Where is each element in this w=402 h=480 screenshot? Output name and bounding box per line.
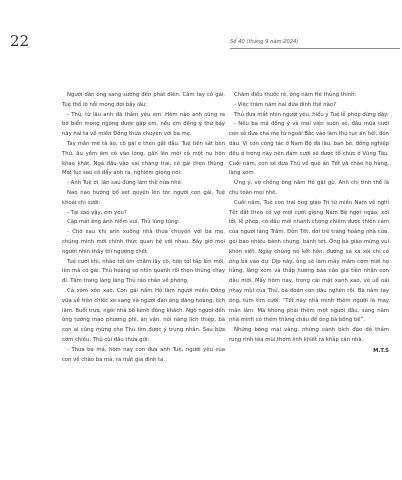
- paragraph: Cặp mắt ông ánh niềm vui, Thủ lúng túng:: [67, 219, 180, 226]
- paragraph: - Việc trăm năm hai đứa đính thế nào?: [234, 101, 336, 108]
- author-signature: M.T.S: [373, 347, 389, 354]
- paragraph: Thủ đưa mắt nhìn người yêu, hiểu ý Tuệ lễ phép đứng dậy:: [234, 111, 389, 118]
- paragraph: Tuệ cười khì, nhảo tới ôm chầm lấy cô, hôn tới tấp lên môi, lên má cô gái. Thủ hoảng sợ nhìn quanh rồi thẹn thùng chạy đi. Tấm trang làng làng Thủ rảo chân về phòng.: [62, 258, 225, 285]
- paragraph: Những bông mai vàng, những cánh bích đào đỏ thắm rung rinh tỏa mùi thơm linh khiết ra khắp căn nhà.: [229, 327, 389, 343]
- page-number: 22: [10, 32, 30, 50]
- paragraph: Cả xóm xôn xao. Con gái nầm Hộ làm người miền Đồng vừa về trên chiếc xe sang và người đàn ông đáng hoàng, lịch lãm. Buổi trưa, ngôi nhà bố kênh đông khách. Ngõ người đến ông tưởng mạo phương phi, ăn vận, nói năng lịch thiệp, bà con ai cũng mừng cho Thủ tìm được ý trung nhân. Sau bữa cơm chiều, Thủ cùi đầu thưa gửi:: [62, 287, 225, 343]
- paragraph: - Thủ, từ lâu anh đã thầm yêu em. Hôm nào anh cũng ra bờ biển mong ngóng được gặp em, nếu em đồng ý thứ bảy này hai ta về miền Đồng thưa chuyện với ba mẹ.: [62, 111, 225, 138]
- paragraph: - Anh Tuệ ơi, lần sau đừng làm thế nữa nhé.: [67, 180, 183, 187]
- left-column: [62, 91, 225, 365]
- paragraph: Người đàn ông sang sướng đến phát điên. Cầm tay cô gái, Tuệ thổ lộ nỗi mong đợi bấy lâu:: [62, 92, 225, 108]
- right-column: [229, 91, 389, 357]
- paragraph: Cuối năm, Tuệ con trai ông giáo Trí từ miền Nam về nghỉ Tết đất theo cô vợ mới cưới giọng Nam Bộ ngọt ngào, xởi lởi, lễ phép, cô dâu mới nhanh chóng chiếm được thiện cảm của người làng Trầm. Đón Tết, dời trẻ trang hoàng nhà cửa, gói bao nhiêu bánh chưng, bánh tét. Ông bà giáo mừng vui khôn xiết. Ngày chúng nó kết hôn, đường xá xa xôi chỉ có ông bà vào dự. Dịp này, ông sẽ làm mấy mâm cơm mời họ hàng, làng xóm và thắp hương báo cáo gia tiên nhận con dâu mới. Mấy hôm nay, trong cái mặt xanh xao, vẻ uể oải nhạy mùi của Thủ, bà đoán con dâu nghén rồi. Bà nắm tay ông, tủm tìm cười: “Tết này nhà mình thêm người là may mắn lắm. Mà không phải thêm một người đâu, sang năm nhà mình có thêm thằng cháu để ông bà bồng bế”.: [229, 199, 389, 324]
- issue-header: Số 40 (tháng 9 năm 2024): [230, 39, 299, 45]
- paragraph: Chăm điếu thuốc rê, ông năm Hè thủng thỉnh:: [234, 92, 357, 98]
- paragraph: - Tại sao vậy, em yêu?: [67, 209, 127, 216]
- paragraph: Tay mân mê tà áo, cô gái e thẹn gật đầu. Tuệ tiến sát bên Thủ, âu yếm ôm cô vào lòng, gần lên môi cô một nụ hôn khao khát. Ngả đầu vào vai chàng trai, cô gái thẹn thùng. Một lúc sau cô đẩy anh ra, nghiêm giọng nói:: [62, 140, 225, 177]
- paragraph: Nao nao hướng bổ sét quyện lên tóc người con gái, Tuệ khoái chí cười:: [62, 189, 225, 206]
- header-rule: [230, 48, 400, 49]
- paragraph: - Thưa ba má, hôm nay con đưa anh Tuệ, người yêu của con về chào ba má, ra mắt gia đình ta.: [62, 346, 225, 363]
- paragraph: - Nếu ba má đồng ý và mọi việc suôn sẻ, đầu mùa cưới con sẽ đưa cha mẹ từ ngoài Bắc vào làm thủ tục ăn hỏi, đón dâu. Vì con công tác ở Nam Bộ đã lâu, bạn bè, đồng nghiệp đều ở trong này nên đám cưới sẽ được tổ chức ở Vũng Tàu. Cuối năm, con sẽ đưa Thủ về quê ăn Tết và chào họ hàng, làng xóm.: [229, 121, 389, 177]
- paragraph: Ừng ý, vợ chồng ông năm Hè gật gù. Anh chị tình thế là chu toàn mọi nhẽ.: [229, 180, 389, 196]
- paragraph: - Chờ sau khi anh xuống nhà thưa chuyện với ba mẹ, chúng mình mới chính thức quan hệ với nhau. Bây giờ mọi người nhìn thấy thì ngượng chết.: [62, 229, 225, 255]
